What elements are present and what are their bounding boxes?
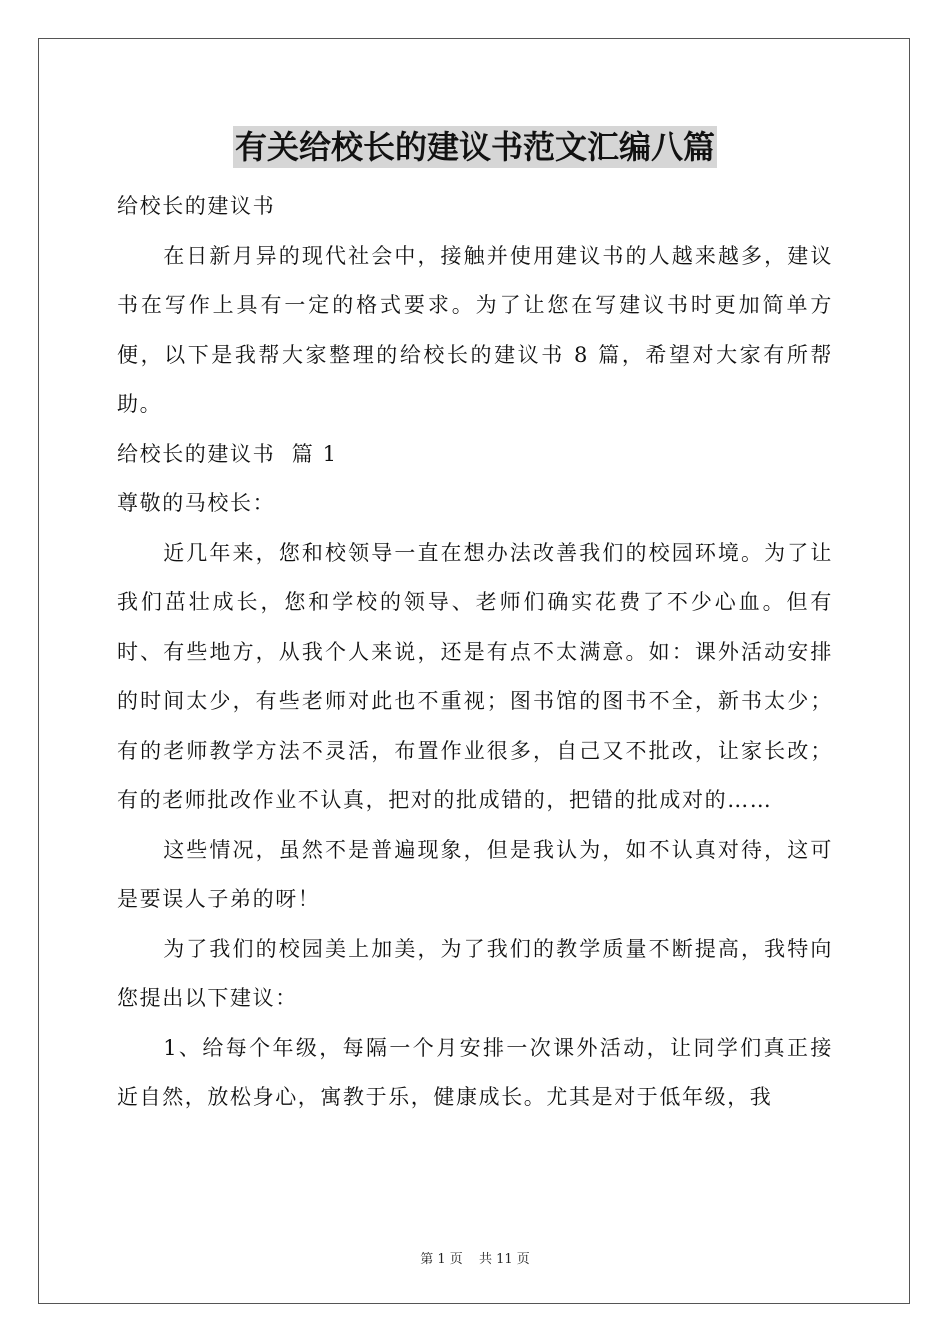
- document-body: [117, 126, 833, 1123]
- body-paragraph: 1、给每个年级，每隔一个月安排一次课外活动，让同学们真正接近自然，放松身心，寓教于乐，健康成长。尤其是对于低年级，我: [117, 1035, 833, 1109]
- page-number: 第 1 页: [420, 1252, 463, 1267]
- body-paragraph: 这些情况，虽然不是普遍现象，但是我认为，如不认真对待，这可是要误人子弟的呀！: [117, 837, 833, 911]
- document-subtitle: 给校长的建议书: [117, 194, 276, 218]
- body-paragraph: 为了我们的校园美上加美，为了我们的教学质量不断提高，我特向您提出以下建议：: [117, 936, 833, 1010]
- intro-paragraph: 在日新月异的现代社会中，接触并使用建议书的人越来越多，建议书在写作上具有一定的格式要求。为了让您在写建议书时更加简单方便，以下是我帮大家整理的给校长的建议书 8 篇，希望对大家有所帮助。: [117, 243, 833, 416]
- page-footer: [0, 1248, 950, 1267]
- salutation: 尊敬的马校长：: [117, 491, 276, 515]
- body-paragraph: 近几年来，您和校领导一直在想办法改善我们的校园环境。为了让我们茁壮成长，您和学校的领导、老师们确实花费了不少心血。但有时、有些地方，从我个人来说，还是有点不太满意。如：课外活动安排的时间太少，有些老师对此也不重视；图书馆的图书不全，新书太少；有的老师教学方法不灵活，布置作业很多，自己又不批改，让家长改；有的老师批改作业不认真，把对的批成错的，把错的批成对的……: [117, 540, 833, 812]
- section-heading: 给校长的建议书 篇 1: [117, 441, 338, 466]
- title-wrap: [117, 126, 833, 168]
- page-total: 共 11 页: [478, 1252, 530, 1267]
- document-title: 有关给校长的建议书范文汇编八篇: [234, 128, 715, 166]
